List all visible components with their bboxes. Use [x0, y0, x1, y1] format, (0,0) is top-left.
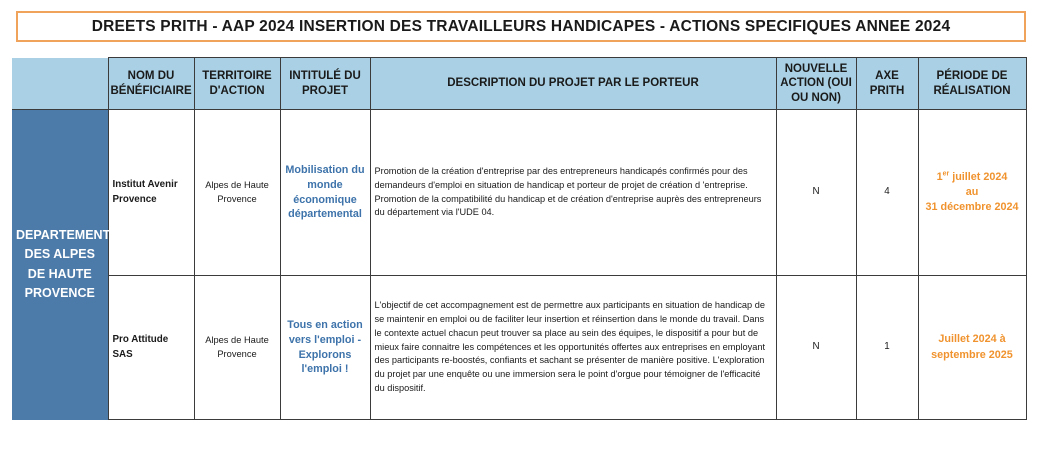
periode-end: 31 décembre 2024: [925, 201, 1019, 214]
header-beneficiaire: NOM DU BÉNÉFICIAIRE: [108, 58, 194, 110]
header-territoire: TERRITOIRE D'ACTION: [194, 58, 280, 110]
page-title: DREETS PRITH - AAP 2024 INSERTION DES TRAVAILLEURS HANDICAPES - ACTIONS SPECIFIQUES ANNEE 2024: [16, 11, 1026, 42]
beneficiaire-cell: Institut Avenir Provence: [108, 110, 194, 276]
header-axe-prith: AXE PRITH: [856, 58, 918, 110]
axe-prith-cell: 4: [856, 110, 918, 276]
territoire-cell: Alpes de Haute Provence: [194, 276, 280, 420]
periode-start-day: 1: [936, 170, 943, 183]
header-nouvelle-action: NOUVELLE ACTION (OUI OU NON): [776, 58, 856, 110]
periode-separator: au: [965, 185, 979, 198]
header-row: [12, 58, 1026, 110]
table-row: [12, 110, 1026, 276]
axe-prith-cell: 1: [856, 276, 918, 420]
periode-start-sup: er: [942, 170, 950, 178]
projects-table: [12, 57, 1027, 420]
beneficiaire-cell: Pro Attitude SAS: [108, 276, 194, 420]
header-periode: PÉRIODE DE RÉALISATION: [918, 58, 1026, 110]
description-cell: Promotion de la création d'entreprise par des entrepreneurs handicapés confirmés pour des demandeurs d'emploi en situation de handicap et porteur de projet de création d 'entreprise. Promotion de la compatibilité du handicap et de création d'entreprise auprès des entrepreneurs du département via l'UDE 04.: [370, 110, 776, 276]
table-row: [12, 276, 1026, 420]
periode-start-rest: juillet 2024: [949, 170, 1008, 183]
header-blank: [12, 58, 108, 110]
nouvelle-action-cell: N: [776, 110, 856, 276]
periode-cell: Juillet 2024 à septembre 2025: [918, 276, 1026, 420]
periode-cell: [918, 110, 1026, 276]
department-cell: DEPARTEMENT DES ALPES DE HAUTE PROVENCE: [12, 110, 108, 420]
header-intitule: INTITULÉ DU PROJET: [280, 58, 370, 110]
nouvelle-action-cell: N: [776, 276, 856, 420]
description-cell: L'objectif de cet accompagnement est de permettre aux participants en situation de handicap de se maintenir en emploi ou de faciliter leur insertion et réinsertion dans le monde du travail. Dans le contexte actuel chacun peut trouver sa place au sein des équipes, le dispositif a pour but de mieux faire connaitre les compétences et les opportunités offertes aux entreprises en employant des participants re-boostés, confiants et sachant se présenter de manière positive. L'exploration du projet par une enquête ou une immersion sera le point d'orgue pour témoigner de l'efficacité du dispositif.: [370, 276, 776, 420]
header-description: DESCRIPTION DU PROJET PAR LE PORTEUR: [370, 58, 776, 110]
territoire-cell: Alpes de Haute Provence: [194, 110, 280, 276]
intitule-cell: Tous en action vers l'emploi - Explorons l'emploi !: [280, 276, 370, 420]
intitule-cell: Mobilisation du monde économique départemental: [280, 110, 370, 276]
